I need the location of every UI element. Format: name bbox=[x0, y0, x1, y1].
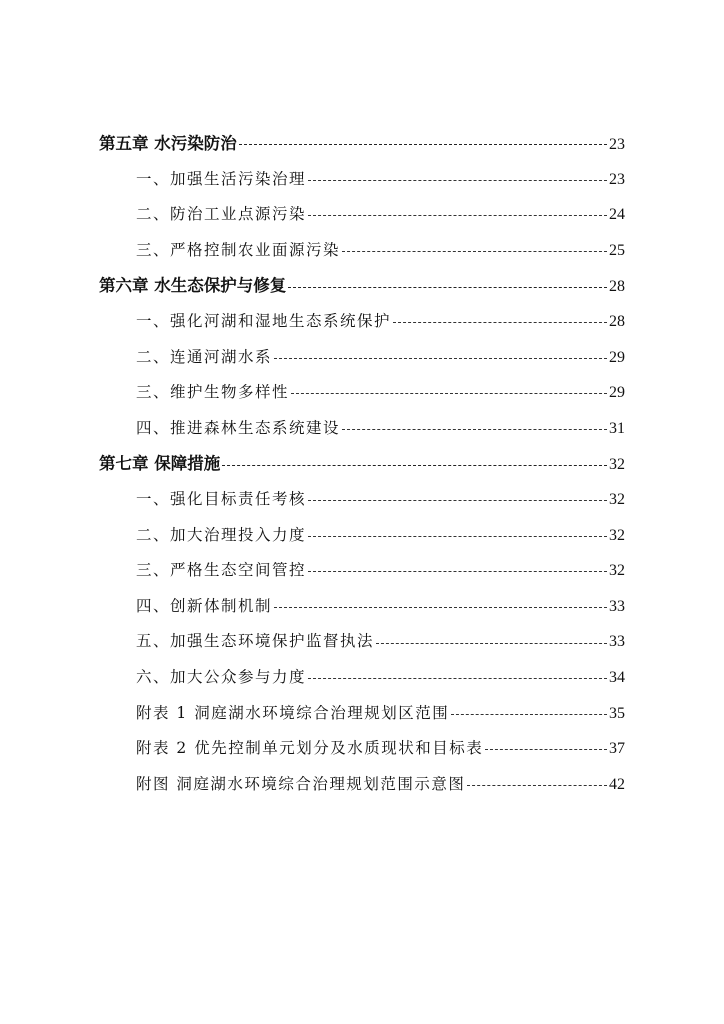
toc-section[interactable] bbox=[99, 518, 625, 554]
toc-title: 三、严格控制农业面源污染 bbox=[136, 240, 341, 259]
toc-title: 第六章 水生态保护与修复 bbox=[99, 276, 287, 296]
toc-page-number: 33 bbox=[609, 633, 625, 651]
toc-title: 二、防治工业点源污染 bbox=[136, 205, 307, 224]
toc-leader bbox=[308, 678, 607, 679]
toc-title: 四、推进森林生态系统建设 bbox=[136, 418, 341, 437]
toc-page-number: 29 bbox=[609, 384, 625, 402]
toc-chapter-5[interactable] bbox=[99, 126, 625, 162]
toc-leader bbox=[288, 287, 607, 288]
toc-leader bbox=[308, 500, 607, 501]
toc-leader bbox=[485, 749, 607, 750]
toc-leader bbox=[376, 643, 607, 644]
toc-page-number: 32 bbox=[609, 562, 625, 580]
toc-page-number: 28 bbox=[609, 278, 625, 296]
toc-section[interactable] bbox=[99, 340, 625, 376]
toc-page-number: 23 bbox=[609, 170, 625, 188]
toc-leader bbox=[451, 714, 607, 715]
toc-title: 附表 2 优先控制单元划分及水质现状和目标表 bbox=[136, 739, 484, 758]
toc-title: 六、加大公众参与力度 bbox=[136, 667, 307, 686]
toc-title: 第七章 保障措施 bbox=[99, 454, 221, 474]
toc-page-number: 32 bbox=[609, 526, 625, 544]
toc-title: 二、连通河湖水系 bbox=[136, 347, 273, 366]
toc-chapter-6[interactable] bbox=[99, 268, 625, 304]
toc-title: 四、创新体制机制 bbox=[136, 596, 273, 615]
toc-title: 第五章 水污染防治 bbox=[99, 134, 237, 153]
toc-title: 三、严格生态空间管控 bbox=[136, 561, 307, 580]
toc-section[interactable] bbox=[99, 411, 625, 447]
toc-leader bbox=[308, 215, 607, 216]
toc-leader bbox=[222, 465, 607, 466]
toc-leader bbox=[308, 180, 607, 181]
toc-section[interactable] bbox=[99, 589, 625, 625]
toc-page-number: 42 bbox=[609, 775, 625, 793]
toc-page-number: 24 bbox=[609, 206, 625, 224]
toc-section[interactable] bbox=[99, 624, 625, 660]
toc-page-number: 32 bbox=[609, 490, 625, 508]
toc-title: 一、强化目标责任考核 bbox=[136, 489, 307, 508]
toc-section[interactable] bbox=[99, 660, 625, 696]
toc-section[interactable] bbox=[99, 553, 625, 589]
toc-leader bbox=[274, 607, 607, 608]
toc-leader bbox=[342, 429, 607, 430]
toc-title: 三、维护生物多样性 bbox=[136, 383, 290, 402]
toc-leader bbox=[274, 358, 607, 359]
toc-leader bbox=[308, 536, 607, 537]
toc-page-number: 32 bbox=[609, 456, 625, 474]
toc-title: 一、加强生活污染治理 bbox=[136, 169, 307, 188]
toc-leader bbox=[308, 571, 607, 572]
toc-page-number: 34 bbox=[609, 668, 625, 686]
toc-leader bbox=[291, 393, 607, 394]
toc-title: 一、强化河湖和湿地生态系统保护 bbox=[136, 311, 392, 330]
toc-section[interactable] bbox=[99, 304, 625, 340]
toc-section[interactable] bbox=[99, 233, 625, 269]
toc-title: 二、加大治理投入力度 bbox=[136, 525, 307, 544]
toc-appendix-figure[interactable] bbox=[99, 767, 625, 803]
toc-leader bbox=[467, 785, 607, 786]
toc-leader bbox=[393, 322, 607, 323]
toc-appendix-table-2[interactable] bbox=[99, 731, 625, 767]
toc-page-number: 33 bbox=[609, 597, 625, 615]
toc-section[interactable] bbox=[99, 482, 625, 518]
toc-page-number: 31 bbox=[609, 419, 625, 437]
toc-leader bbox=[342, 251, 607, 252]
toc-page-number: 29 bbox=[609, 348, 625, 366]
toc-section[interactable] bbox=[99, 197, 625, 233]
toc-section[interactable] bbox=[99, 375, 625, 411]
toc-page-number: 28 bbox=[609, 312, 625, 330]
toc-page-number: 35 bbox=[609, 704, 625, 722]
toc-page-number: 23 bbox=[609, 136, 625, 153]
toc-title: 五、加强生态环境保护监督执法 bbox=[136, 632, 375, 651]
toc-leader bbox=[239, 144, 607, 145]
toc-section[interactable] bbox=[99, 162, 625, 198]
table-of-contents bbox=[99, 126, 625, 802]
toc-page-number: 25 bbox=[609, 241, 625, 259]
toc-page-number: 37 bbox=[609, 740, 625, 758]
toc-chapter-7[interactable] bbox=[99, 446, 625, 482]
toc-appendix-table-1[interactable] bbox=[99, 696, 625, 732]
toc-title: 附表 1 洞庭湖水环境综合治理规划区范围 bbox=[136, 703, 450, 722]
toc-title: 附图 洞庭湖水环境综合治理规划范围示意图 bbox=[136, 774, 466, 793]
